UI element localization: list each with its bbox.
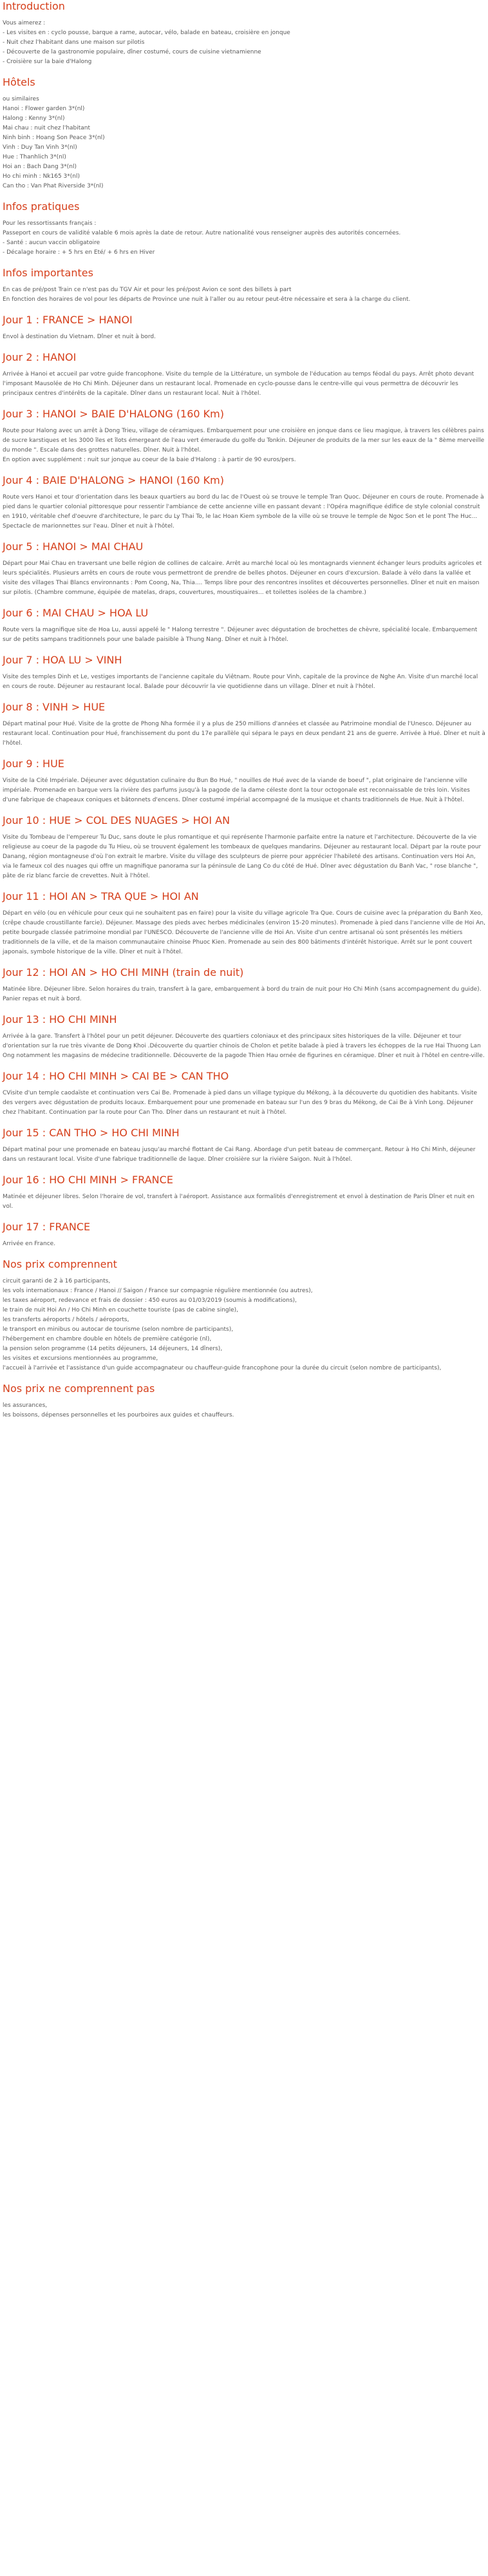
section-line: Arrivée en France. [3, 1241, 56, 1247]
section-line: Visite du Tombeau de l'empereur Tu Duc, sans doute le plus romantique et qui représente l'harmonie parfaite entre la nature et l'architecture. Découverte de la vie religieuse au coeur de la pagode du Tu Hieu, où se trouvent également les tombeaux de quelques mandarins. Déjeuner au restaurant local. Départ par la route pour Danang, région montagneuse d'où l'on extrait le marbre. Visite du village des sculpteurs de pierre pour apprécier l'habileté des artisans. Continuation vers Hoi An, via le fameux col des nuages qui offre un magnifique panorama sur la péninsule de Lang Co du côté de Hué. Dîner avec dégustation du Banh Vac, " rose blanche ", pâte de riz blanc farcie de crevettes. Nuit à l'hôtel. [3, 834, 482, 879]
section-introduction [3, 0, 485, 67]
section-title: Jour 14 : HO CHI MINH > CAI BE > CAN THO [3, 1070, 229, 1082]
section-body [3, 776, 485, 805]
section-body [3, 493, 485, 531]
section-jour-15 [3, 1127, 485, 1165]
section-line: Ho chi minh : Nk165 3*(nl) [3, 173, 80, 180]
section-body [3, 1032, 485, 1061]
section-title: Hôtels [3, 76, 35, 88]
section-line: Arrivée à Hanoi et accueil par votre guide francophone. Visite du temple de la Littérature, un symbole de l'éducation au temps féodal du pays. Arrêt photo devant l'imposant Mausolée de Ho Chi Minh. Déjeuner dans un restaurant local. Promenade en cyclo-pousse dans le centre-ville qui vous permettra de découvrir les principaux centres d'intérêts de la capitale. Dîner dans un restaurant local. Nuit à l'hôtel. [3, 371, 474, 397]
section-body [3, 1192, 485, 1212]
section-body [3, 1401, 485, 1420]
section-title: Nos prix ne comprennent pas [3, 1382, 155, 1395]
section-line: circuit garanti de 2 à 16 participants, [3, 1278, 111, 1284]
section-title: Nos prix comprennent [3, 1258, 117, 1270]
section-line: le transport en minibus ou autocar de tourisme (selon nombre de participants), [3, 1326, 234, 1333]
section-body [3, 1239, 485, 1249]
section-line: Départ matinal pour Hué. Visite de la grotte de Phong Nha formée il y a plus de 250 millions d'années et classée au Patrimoine mondial de l'Unesco. Déjeuner au restaurant local. Continuation pour Hué, franchissement du pont du 17e parallèle qui sépara le pays en deux pendant 21 ans de guerre. Arrivée à Hué. Dîner et nuit à l'hôtel. [3, 721, 485, 747]
section-title: Jour 10 : HUE > COL DES NUAGES > HOI AN [3, 814, 230, 826]
section-line: Visite des temples Dinh et Le, vestiges importants de l'ancienne capitale du Viêtnam. Route pour Vinh, capitale de la province de Nghe An. Visite d'un marché local en cours de route. Déjeuner au restaurant local. Balade pour découvrir la vie quotidienne dans un village. Dîner et nuit à l'hôtel. [3, 674, 478, 690]
section-jour-13 [3, 1013, 485, 1061]
section-line: Départ matinal pour une promenade en bateau jusqu'au marché flottant de Cai Rang. Abordage d'un petit bateau de commerçant. Retour à Ho Chi Minh, déjeuner dans un restaurant local. Visite d'une fabrique traditionnelle de laque. Dîner croisière sur la rivière Saigon. Nuit à l'hôtel. [3, 1147, 476, 1163]
section-jour-4 [3, 474, 485, 531]
section-line: la pension selon programme (14 petits déjeuners, 14 déjeuners, 14 dîners), [3, 1346, 223, 1352]
section-line: En cas de pré/post Train ce n'est pas du TGV Air et pour les pré/post Avion ce sont des billets à part [3, 287, 292, 293]
section-jour-2 [3, 351, 485, 399]
section-jour-1 [3, 314, 485, 342]
section-body [3, 833, 485, 881]
section-body [3, 985, 485, 1004]
section-body [3, 19, 485, 67]
section-line: Vinh : Duy Tan Vinh 3*(nl) [3, 144, 77, 151]
section-title: Jour 12 : HOI AN > HO CHI MINH (train de nuit) [3, 966, 244, 978]
section-line: les transferts aéroports / hôtels / aéroports, [3, 1317, 129, 1323]
section-line: Vous aimerez : [3, 20, 46, 26]
section-body [3, 559, 485, 598]
section-line: Passeport en cours de validité valable 6 mois après la date de retour. Autre nationalité vous renseigner auprès des autorités concernées. [3, 230, 401, 236]
section-title: Jour 9 : HUE [3, 758, 64, 770]
section-jour-6 [3, 607, 485, 645]
section-body [3, 673, 485, 692]
section-line: Pour les ressortissants français : [3, 220, 97, 227]
section-body [3, 219, 485, 258]
section-line: Matinée et déjeuner libres. Selon l'horaire de vol, transfert à l'aéroport. Assistance aux formalités d'enregistrement et envol à destination de Paris Dîner et nuit en vol. [3, 1194, 474, 1210]
section-line: Halong : Kenny 3*(nl) [3, 115, 65, 122]
section-line: - Nuit chez l'habitant dans une maison sur pilotis [3, 39, 145, 46]
section-line: l'accueil à l'arrivée et l'assistance d'un guide accompagnateur ou chauffeur-guide francophone pour la durée du circuit (selon nombre de participants), [3, 1365, 442, 1371]
section-title: Jour 15 : CAN THO > HO CHI MINH [3, 1127, 180, 1139]
section-title: Jour 2 : HANOI [3, 351, 77, 363]
section-line: Mai chau : nuit chez l'habitant [3, 125, 91, 131]
section-jour-10 [3, 814, 485, 881]
section-title: Jour 17 : FRANCE [3, 1221, 91, 1233]
section-line: - Santé : aucun vaccin obligatoire [3, 240, 100, 246]
section-line: Visite de la Cité Impériale. Déjeuner avec dégustation culinaire du Bun Bo Hué, " nouilles de Hué avec de la viande de boeuf ", plat originaire de l'ancienne ville impériale. Promenade en barque vers la rivière des parfums jusqu'à la pagode de la dame céleste dont la tour octogonale est reconnaissable de très loin. Visites d'une fabrique de chapeaux coniques et bâtonnets d'encens. Dîner costumé impérial accompagné de la musique et chants traditionnels de Hue. Nuit à l'hôtel. [3, 778, 470, 803]
section-jour-5 [3, 540, 485, 598]
section-line: Départ pour Mai Chau en traversant une belle région de collines de calcaire. Arrêt au marché local où les montagnards viennent échanger leurs produits agricoles et leurs spécialités. Plusieurs arrêts en cours de route vous permettront de prendre de belles photos. Déjeuner en cours d'excursion. Balade à vélo dans la vallée et visite des villages Thai Blancs environnants : Pom Coong, Na, Thia.... Temps libre pour des rencontres insolites et découvertes personnelles. Dîner et nuit en maison sur pilotis. (Chambre commune, équipée de matelas, draps, couvertures, moustiquaires... et toilettes isolées de la chambre.) [3, 560, 482, 596]
section-line: Route vers la magnifique site de Hoa Lu, aussi appelé le " Halong terrestre ". Déjeuner avec dégustation de brochettes de chèvre, spécialité locale. Embarquement sur de petits sampans traditionnels pour une balade paisible à Thung Nang. Dîner et nuit à l'hôtel. [3, 627, 478, 643]
section-nos-prix-ne-comprennent-pas [3, 1382, 485, 1420]
section-title: Jour 8 : VINH > HUE [3, 701, 106, 713]
section-nos-prix-comprennent [3, 1258, 485, 1373]
section-line: - Les visites en : cyclo pousse, barque a rame, autocar, vélo, balade en bateau, croisière en jonque [3, 30, 290, 36]
section-title: Jour 7 : HOA LU > VINH [3, 654, 122, 666]
section-jour-17 [3, 1221, 485, 1249]
section-line: Hoi an : Bach Dang 3*(nl) [3, 164, 77, 170]
section-jour-14 [3, 1070, 485, 1118]
section-line: Hue : Thanhlich 3*(nl) [3, 154, 66, 160]
section-body [3, 332, 485, 342]
section-line: En option avec supplément : nuit sur jonque au coeur de la baie d'Halong : à partir de 90 euros/pers. [3, 457, 296, 463]
section-line: Arrivée à la gare. Transfert à l'hôtel pour un petit déjeuner. Découverte des quartiers coloniaux et des principaux sites historiques de la ville. Déjeuner et tour d'orientation sur la rue très vivante de Dong Khoi .Découverte du quartier chinois de Cholon et petite balade à pied à travers les échoppes de la rue Hai Thuong Lan Ong notamment les magasins de médecine traditionnelle. Découverte de la pagode Thien Hau ornée de figurines en céramique. Dîner et nuit à l'hôtel en centre-ville. [3, 1033, 485, 1059]
section-title: Jour 5 : HANOI > MAI CHAU [3, 540, 144, 553]
section-title: Jour 11 : HOI AN > TRA QUE > HOI AN [3, 890, 199, 902]
section-title: Infos pratiques [3, 200, 80, 213]
section-line: Départ en vélo (ou en véhicule pour ceux qui ne souhaitent pas en faire) pour la visite du village agricole Tra Que. Cours de cuisine avec la préparation du Banh Xeo, (crêpe chaude croustillante farcie). Déjeuner. Massage des pieds avec herbes médicinales (environ 15-20 minutes). Promenade à pied dans l'ancienne ville de Hoi An, petite bourgade classée patrimoine mondial par l'UNESCO. Découverte de l'ancienne ville de Hoi An. Visite d'un centre artisanal où sont présentés les métiers traditionnels de la ville, et de la maison communautaire chinoise Phuoc Kien. Promenade au sein des 800 bâtiments d'intérêt historique. Arrêt sur le pont couvert japonais, symbole historique de la ville. Dîner et nuit à l'hôtel. [3, 910, 485, 955]
section-line: Ninh binh : Hoang Son Peace 3*(nl) [3, 135, 105, 141]
section-body [3, 95, 485, 191]
section-line: - Croisière sur la baie d'Halong [3, 59, 92, 65]
section-body [3, 1145, 485, 1165]
section-jour-3 [3, 408, 485, 465]
section-title: Jour 16 : HO CHI MINH > FRANCE [3, 1174, 173, 1186]
section-line: - Découverte de la gastronomie populaire, dîner costumé, cours de cuisine vietnamienne [3, 49, 261, 55]
section-title: Infos importantes [3, 267, 93, 279]
section-infos-pratiques [3, 200, 485, 258]
section-line: Route vers Hanoi et tour d'orientation dans les beaux quartiers au bord du lac de l'Ouest où se trouve le temple Tran Quoc. Déjeuner en cours de route. Promenade à pied dans le quartier colonial pittoresque pour ressentir l'ambiance de cette ancienne ville en passant devant : l'Opéra magnifique édifice de style colonial construit en 1910, véritable chef d'oeuvre d'architecture, le parc du Ly Thai To, le lac Hoan Kiem symbole de la ville où se trouve le temple de Ngoc Son et le pont The Huc... Spectacle de marionnettes sur l'eau. Dîner et nuit à l'hôtel. [3, 494, 484, 530]
section-line: les boissons, dépenses personnelles et les pourboires aux guides et chauffeurs. [3, 1412, 234, 1418]
section-line: Envol à destination du Vietnam. Dîner et nuit à bord. [3, 334, 156, 340]
section-body [3, 720, 485, 749]
section-title: Jour 13 : HO CHI MINH [3, 1013, 117, 1026]
section-line: Can tho : Van Phat Riverside 3*(nl) [3, 183, 104, 189]
section-body [3, 370, 485, 399]
section-jour-8 [3, 701, 485, 749]
section-body [3, 625, 485, 645]
section-body [3, 909, 485, 957]
section-line: les vols internationaux : France / Hanoi // Saigon / France sur compagnie régulière mentionnée (ou autres), [3, 1288, 313, 1294]
section-infos-importantes [3, 267, 485, 305]
section-jour-7 [3, 654, 485, 692]
section-line: l'hébergement en chambre double en hôtels de première catégorie (nl), [3, 1336, 212, 1342]
section-line: Matinée libre. Déjeuner libre. Selon horaires du train, transfert à la gare, embarquement à bord du train de nuit pour Ho Chi Minh (sans accompagnement du guide). Panier repas et nuit à bord. [3, 986, 482, 1002]
section-line: CVisite d'un temple caodaïste et continuation vers Cai Be. Promenade à pied dans un village typique du Mékong, à la découverte du quotidien des habitants. Visite des vergers avec dégustation de produits locaux. Embarquement pour une promenade en bateau sur l'un des 9 bras du Mékong, de Cai Be à Vinh Long. Déjeuner chez l'habitant. Continuation par la route pour Can Tho. Dîner dans un restaurant et nuit à l'hôtel. [3, 1090, 478, 1116]
section-line: Hanoi : Flower garden 3*(nl) [3, 106, 85, 112]
section-line: les assurances, [3, 1402, 48, 1409]
section-line: - Décalage horaire : + 5 hrs en Eté/ + 6 hrs en Hiver [3, 249, 155, 256]
section-jour-16 [3, 1174, 485, 1212]
section-line: ou similaires [3, 96, 39, 102]
section-body [3, 1089, 485, 1118]
section-line: les visites et excursions mentionnées au programme, [3, 1355, 158, 1362]
section-jour-9 [3, 758, 485, 805]
section-title: Jour 4 : BAIE D'HALONG > HANOI (160 Km) [3, 474, 224, 486]
section-jour-12 [3, 966, 485, 1004]
section-title: Jour 1 : FRANCE > HANOI [3, 314, 133, 326]
section-jour-11 [3, 890, 485, 957]
section-title: Jour 6 : MAI CHAU > HOA LU [3, 607, 149, 619]
section-body [3, 1277, 485, 1373]
section-line: les taxes aéroport, redevance et frais de dossier : 450 euros au 01/03/2019 (soumis à modifications), [3, 1297, 297, 1304]
section-title: Jour 3 : HANOI > BAIE D'HALONG (160 Km) [3, 408, 224, 420]
section-title: Introduction [3, 0, 65, 12]
section-body [3, 285, 485, 305]
section-body [3, 426, 485, 465]
section-line: En fonction des horaires de vol pour les départs de Province une nuit à l'aller ou au retour peut-être nécessaire et sera à la charge du client. [3, 296, 411, 303]
section-hotels [3, 76, 485, 191]
section-line: le train de nuit Hoi An / Ho Chi Minh en couchette touriste (pas de cabine single), [3, 1307, 239, 1313]
section-line: Route pour Halong avec un arrêt à Dong Trieu, village de céramiques. Embarquement pour une croisière en jonque dans ce lieu magique, à travers les célèbres pains de sucre karstiques et les 3000 îles et îlots émergeant de l'eau vert émeraude du golfe du Tonkin. Déjeuner de produits de la mer sur les eaux de la " 8ème merveille du monde ". Escale dans des grottes naturelles. Dîner. Nuit à l'hôtel. [3, 428, 485, 453]
